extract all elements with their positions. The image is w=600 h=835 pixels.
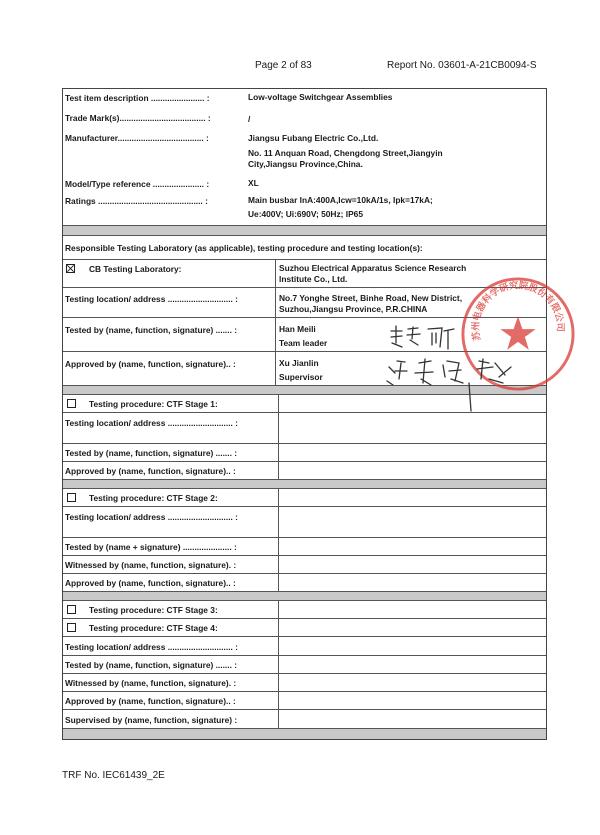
lab-heading: Responsible Testing Laboratory (as applicable), testing procedure and testing location(s): [65,243,423,253]
divider [63,259,546,260]
trade-mark-label: Trade Mark(s)..................................... : [65,113,211,123]
seal-text: 苏州电器科学研究院股份有限公司 [470,280,566,342]
divider [63,636,546,637]
manufacturer-name: Jiangsu Fubang Electric Co.,Ltd. [248,133,379,143]
test-item-value: Low-voltage Switchgear Assemblies [248,92,393,102]
divider [63,506,546,507]
divider [63,537,546,538]
divider [63,673,546,674]
trf-number: TRF No. IEC61439_2E [62,770,165,781]
tested-role: Team leader [279,338,328,348]
divider [63,555,546,556]
stage1-checkbox[interactable] [67,399,76,408]
cb-lab-label: CB Testing Laboratory: [89,264,182,274]
manufacturer-label: Manufacturer..................................... : [65,133,209,143]
divider [63,479,546,480]
divider [63,728,546,729]
ratings-line-1: Main busbar InA:400A,Icw=10kA/1s, Ipk=17kA; [248,195,433,205]
stage2-approved: Approved by (name, function, signature).. : [65,578,236,588]
stage3-checkbox[interactable] [67,605,76,614]
stage4-checkbox[interactable] [67,623,76,632]
tested-signature [388,323,468,355]
cb-lab-name-2: Institute Co., Ltd. [279,274,348,284]
lab-location-2: Suzhou,Jiangsu Province, P.R.CHINA [279,304,428,314]
divider [63,655,546,656]
separator-band [63,591,546,600]
model-label: Model/Type reference ...................... : [65,179,210,189]
lab-location-1: No.7 Yonghe Street, Binhe Road, New District, [279,293,463,303]
stage1-procedure: Testing procedure: CTF Stage 1: [89,399,218,409]
separator-band [63,479,546,488]
model-value: XL [248,178,259,188]
divider [63,225,546,226]
divider [63,443,546,444]
divider [63,691,546,692]
approved-signature [385,353,535,417]
stage34-tested: Tested by (name, function, signature) ....... : [65,660,238,670]
column-divider [278,488,279,591]
stage2-location: Testing location/ address ............................ : [65,512,238,522]
stage1-approved: Approved by (name, function, signature).. : [65,466,236,476]
stage34-location: Testing location/ address ............................ : [65,642,238,652]
column-divider [278,394,279,479]
divider [63,709,546,710]
lab-tested-label: Tested by (name, function, signature) ....... : [65,325,238,335]
manufacturer-address-1: No. 11 Anquan Road, Chengdong Street,Jiangyin [248,148,443,158]
separator-band [63,728,546,739]
ratings-label: Ratings ............................................. : [65,196,208,206]
stage2-tested: Tested by (name + signature) ..................... : [65,542,237,552]
divider [63,600,546,601]
report-form [62,88,566,740]
lab-location-label: Testing location/ address ............................ : [65,294,238,304]
column-divider [278,600,279,728]
ratings-line-2: Ue:400V; Ui:690V; 50Hz; IP65 [248,209,363,219]
divider [63,488,546,489]
cb-lab-checkbox[interactable] [66,264,75,273]
divider [63,618,546,619]
approved-role: Supervisor [279,372,323,382]
column-divider [275,259,276,385]
divider [63,235,546,236]
divider [63,591,546,592]
trade-mark-value: / [248,114,251,124]
stage34-approved: Approved by (name, function, signature).. : [65,696,236,706]
page-number: Page 2 of 83 [255,60,312,71]
stage1-location: Testing location/ address ............................ : [65,418,238,428]
stage2-procedure: Testing procedure: CTF Stage 2: [89,493,218,503]
stage3-procedure: Testing procedure: CTF Stage 3: [89,605,218,615]
stage2-checkbox[interactable] [67,493,76,502]
tested-name: Han Meili [279,324,316,334]
stage34-witnessed: Witnessed by (name, function, signature). : [65,678,237,688]
stage1-tested: Tested by (name, function, signature) ....... : [65,448,238,458]
test-item-label: Test item description ....................... : [65,93,210,103]
report-number: Report No. 03601-A-21CB0094-S [387,60,537,71]
stage2-witnessed: Witnessed by (name, function, signature). : [65,560,237,570]
cb-lab-name-1: Suzhou Electrical Apparatus Science Research [279,263,467,273]
divider [63,573,546,574]
manufacturer-address-2: City,Jiangsu Province,China. [248,159,363,169]
stage4-procedure: Testing procedure: CTF Stage 4: [89,623,218,633]
approved-name: Xu Jianlin [279,358,319,368]
stage34-supervised: Supervised by (name, function, signature) : [65,715,238,725]
lab-approved-label: Approved by (name, function, signature).. : [65,359,236,369]
separator-band [63,225,546,235]
divider [63,461,546,462]
